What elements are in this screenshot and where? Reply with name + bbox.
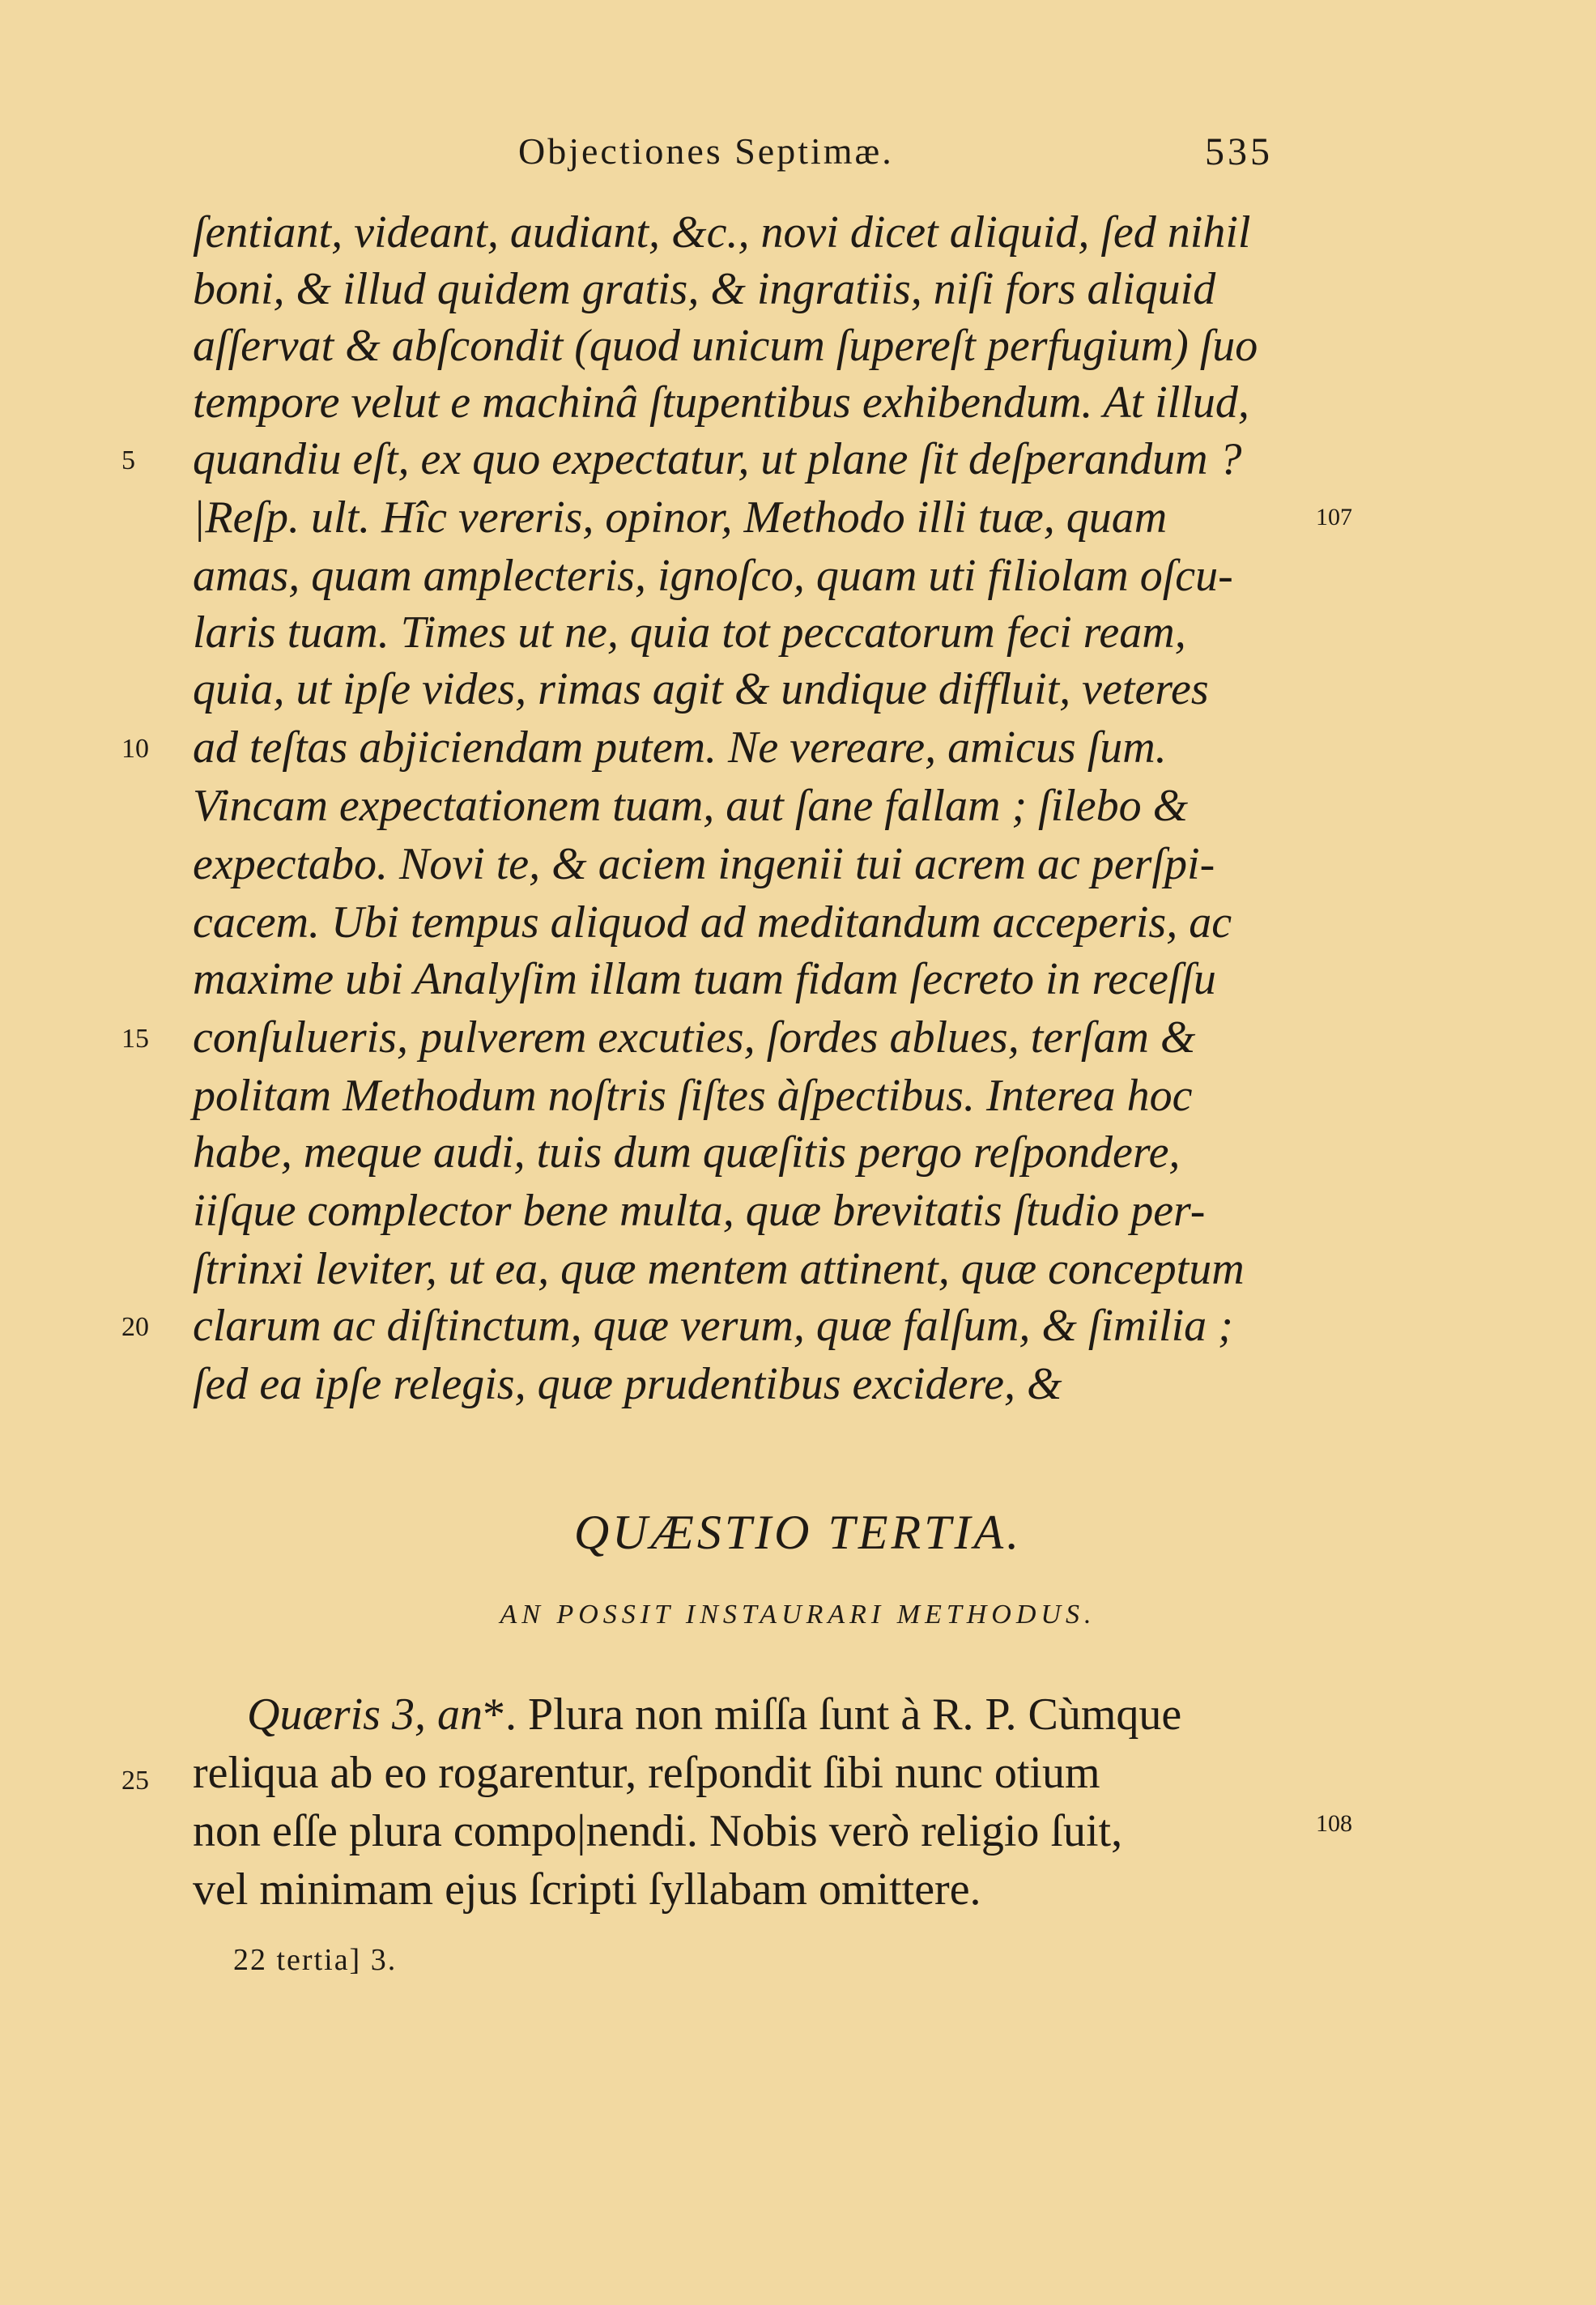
line-number: 5 bbox=[121, 445, 135, 475]
critical-apparatus-note: 22 tertia] 3. bbox=[233, 1943, 398, 1977]
line-number: 20 bbox=[121, 1312, 149, 1342]
text-line: iiſque complector bene multa, quæ brevitatis ſtudio per- bbox=[193, 1186, 1206, 1236]
text-line: habe, meque audi, tuis dum quæſitis pergo reſpondere, bbox=[193, 1127, 1181, 1178]
text-line: politam Methodum noſtris ſiſtes àſpectibus. Interea hoc bbox=[193, 1071, 1193, 1121]
text-line: cacem. Ubi tempus aliquod ad meditandum acceperis, ac bbox=[193, 897, 1232, 948]
text-line: |Reſp. ult. Hîc vereris, opinor, Methodo illi tuæ, quam bbox=[193, 492, 1168, 543]
section-title: QUÆSTIO TERTIA. bbox=[573, 1506, 1023, 1559]
paragraph-line: non eſſe plura compo|nendi. Nobis verò religio ſuit, bbox=[193, 1806, 1123, 1856]
text-line: ſtrinxi leviter, ut ea, quæ mentem attinent, quæ conceptum bbox=[193, 1244, 1245, 1294]
page-number: 535 bbox=[1205, 130, 1273, 173]
text-line: maxime ubi Analyſim illam tuam fidam ſecreto in receſſu bbox=[193, 954, 1216, 1004]
line-number: 25 bbox=[121, 1766, 149, 1796]
section-subtitle: AN POSSIT INSTAURARI METHODUS. bbox=[500, 1600, 1096, 1630]
line-number: 10 bbox=[121, 734, 149, 764]
text-line: tempore velut e machinâ ſtupentibus exhibendum. At illud, bbox=[193, 377, 1249, 428]
text-line: boni, & illud quidem gratis, & ingratiis, niſi fors aliquid bbox=[193, 264, 1216, 314]
text-line: quandiu eſt, ex quo expectatur, ut plane ſit deſperandum ? bbox=[193, 434, 1242, 484]
paragraph-line: vel minimam ejus ſcripti ſyllabam omittere. bbox=[193, 1864, 981, 1915]
text-line: aſſervat & abſcondit (quod unicum ſupereſt perfugium) ſuo bbox=[193, 321, 1258, 371]
text-line: quia, ut ipſe vides, rimas agit & undique diffluit, veteres bbox=[193, 664, 1209, 714]
text-line: ſentiant, videant, audiant, &c., novi dicet aliquid, ſed nihil bbox=[193, 207, 1251, 258]
paragraph-line: reliqua ab eo rogarentur, reſpondit ſibi nunc otium bbox=[193, 1748, 1100, 1798]
footnote-mark: * bbox=[482, 1689, 505, 1740]
text-line: laris tuam. Times ut ne, quia tot peccatorum feci ream, bbox=[193, 607, 1186, 658]
text-line: expectabo. Novi te, & aciem ingenii tui acrem ac perſpi- bbox=[193, 839, 1215, 889]
margin-reference: 108 bbox=[1316, 1810, 1352, 1837]
paragraph-lead: Quæris 3, an bbox=[247, 1689, 483, 1740]
margin-reference: 107 bbox=[1316, 504, 1352, 530]
text-line: Vincam expectationem tuam, aut ſane fallam ; ſilebo & bbox=[193, 781, 1189, 831]
paragraph-line: Quæris 3, an*. Plura non miſſa ſunt à R. P. Cùmque bbox=[247, 1689, 1182, 1740]
text-line: ſed ea ipſe relegis, quæ prudentibus excidere, & bbox=[193, 1359, 1062, 1409]
text-line: ad teſtas abjiciendam putem. Ne vereare, amicus ſum. bbox=[193, 722, 1167, 773]
text-line: conſulueris, pulverem excuties, ſordes ablues, terſam & bbox=[193, 1012, 1196, 1063]
running-title: Objectiones Septimæ. bbox=[518, 130, 894, 172]
line-number: 15 bbox=[121, 1024, 149, 1054]
text-line: clarum ac diſtinctum, quæ verum, quæ falſum, & ſimilia ; bbox=[193, 1301, 1233, 1351]
text-line: amas, quam amplecteris, ignoſco, quam uti filiolam oſcu- bbox=[193, 551, 1233, 601]
